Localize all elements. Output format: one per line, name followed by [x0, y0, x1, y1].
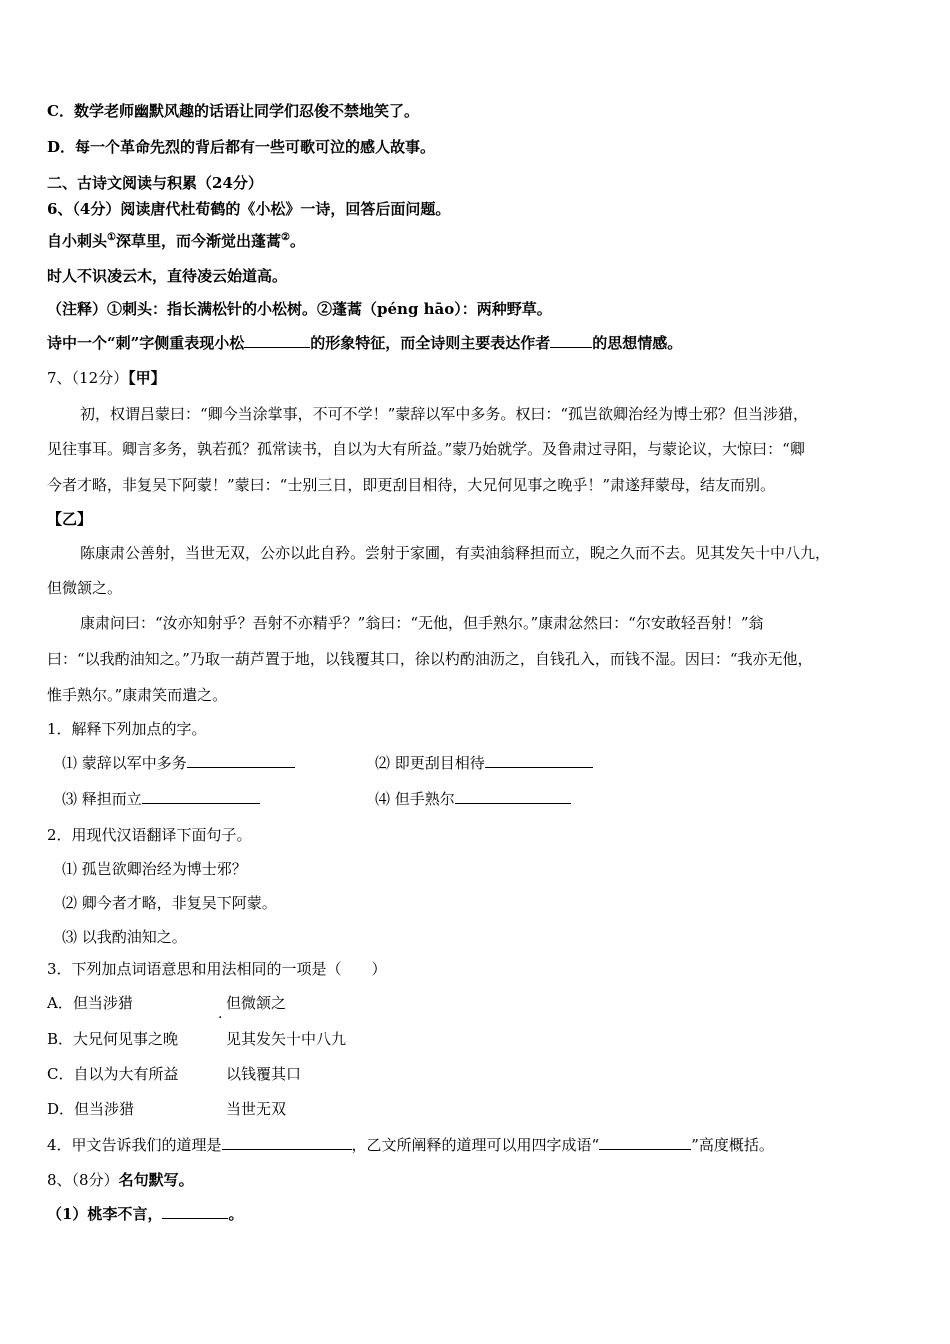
poem-line-2: 时人不识凌云木，直待凌云始道高。 [47, 267, 288, 285]
option-c: C．数学老师幽默风趣的话语让同学们忍俊不禁地笑了。 [47, 102, 419, 120]
question-8-score: 8、（8分） [47, 1171, 119, 1189]
question-7-score: 7、（12分） [47, 369, 129, 387]
poem-line-1 [47, 231, 305, 251]
choice-a-right: 但微颔之 [226, 994, 287, 1012]
subquestion-1-item-1 [62, 753, 295, 773]
choice-b-right: 见其发矢十中八九 [226, 1030, 347, 1048]
answer-blank[interactable] [222, 1135, 352, 1150]
answer-blank[interactable] [485, 753, 593, 768]
question-6-heading: 6、（4分）阅读唐代杜荀鹤的《小松》一诗，回答后面问题。 [47, 200, 451, 218]
passage-jia-line: 初，权谓吕蒙曰：“卿今当涂掌事，不可不学！”蒙辞以军中多务。权曰：“孤岂欲卿治经为博士邪？但当涉猎， [80, 405, 809, 423]
answer-blank[interactable] [550, 333, 592, 348]
choice-a-left: A．但当涉猎 [47, 994, 133, 1012]
text-label-jia: 【甲】 [128, 369, 166, 387]
answer-blank[interactable] [599, 1135, 691, 1150]
question-8-item-1 [47, 1204, 243, 1224]
item-end: 。 [228, 1205, 244, 1223]
passage-jia-line: 见往事耳。卿言多务，孰若孤？孤常读书，自以为大有所益。”蒙乃始就学。及鲁肃过寻阳，与蒙论议，大惊曰：“卿 [47, 440, 805, 458]
subquestion-2-item-1: ⑴ 孤岂欲卿治经为博士邪？ [62, 860, 247, 878]
choice-b-left: B．大兄何见事之晚 [47, 1030, 179, 1048]
footnote-marker-2: ② [281, 232, 290, 243]
choice-c-right: 以钱覆其口 [226, 1065, 302, 1083]
item-text: ⑵ 即更刮目相待 [375, 754, 485, 772]
subquestion-2: 2．用现代汉语翻译下面句子。 [47, 826, 252, 844]
emphasis-dot: . [218, 1006, 223, 1022]
subquestion-2-item-3: ⑶ 以我酌油知之。 [62, 928, 187, 946]
prompt-part-a: 诗中一个“刺”字侧重表现小松 [47, 334, 245, 352]
answer-blank[interactable] [455, 789, 571, 804]
subquestion-4 [47, 1135, 774, 1155]
prompt-part-b: 的形象特征，而全诗则主要表达作者 [310, 334, 551, 352]
subquestion-1: 1．解释下列加点的字。 [47, 720, 207, 738]
prompt-part-c: ”高度概括。 [691, 1136, 774, 1154]
prompt-part-a: 4．甲文告诉我们的道理是 [47, 1136, 222, 1154]
item-text: ⑷ 但手熟尔 [375, 790, 455, 808]
choice-d-right: 当世无双 [226, 1100, 287, 1118]
subquestion-3: 3．下列加点词语意思和用法相同的一项是（ ） [47, 960, 387, 978]
answer-blank[interactable] [142, 789, 260, 804]
answer-blank[interactable] [187, 753, 295, 768]
passage-yi-line: 但微颔之。 [47, 579, 123, 597]
item-text: （1）桃李不言， [47, 1205, 163, 1223]
passage-yi-line: 陈康肃公善射，当世无双，公亦以此自矜。尝射于家圃，有卖油翁释担而立，睨之久而不去。见其发矢十中八九， [80, 544, 831, 562]
prompt-part-c: 的思想情感。 [592, 334, 683, 352]
prompt-part-b: ，乙文所阐释的道理可以用四字成语“ [351, 1136, 600, 1154]
choice-c-left: C．自以为大有所益 [47, 1065, 179, 1083]
item-text: ⑶ 释担而立 [62, 790, 142, 808]
choice-d-left: D．但当涉猎 [47, 1100, 135, 1118]
item-text: ⑴ 蒙辞以军中多务 [62, 754, 187, 772]
subquestion-2-item-2: ⑵ 卿今者才略，非复吴下阿蒙。 [62, 894, 277, 912]
question-6-prompt [47, 333, 682, 353]
subquestion-1-item-4 [375, 789, 571, 809]
footnote-marker-1: ① [107, 232, 116, 243]
question-8-heading [47, 1170, 194, 1190]
subquestion-1-item-3 [62, 789, 260, 809]
answer-blank[interactable] [162, 1204, 228, 1219]
poem-line-1-part-c: 。 [289, 232, 305, 250]
question-8-title: 名句默写。 [118, 1171, 194, 1189]
answer-blank[interactable] [244, 333, 310, 348]
passage-yi-line: 康肃问曰：“汝亦知射乎？吾射不亦精乎？”翁曰：“无他，但手熟尔。”康肃忿然曰：“尔安敢轻吾射！”翁 [80, 614, 764, 632]
passage-yi-line: 曰：“以我酌油知之。”乃取一葫芦置于地，以钱覆其口，徐以杓酌油沥之，自钱孔入，而钱不湿。因曰：“我亦无他， [47, 650, 813, 668]
text-label-yi: 【乙】 [47, 510, 93, 528]
poem-line-1-part-a: 自小刺头 [47, 232, 108, 250]
passage-jia-line: 今者才略，非复吴下阿蒙！”蒙曰：“士别三日，即更刮目相待，大兄何见事之晚乎！”肃遂拜蒙母，结友而别。 [47, 476, 776, 494]
question-7-heading [47, 368, 166, 388]
poem-line-1-part-b: 深草里，而今渐觉出蓬蒿 [115, 232, 281, 250]
subquestion-1-item-2 [375, 753, 593, 773]
poem-note: （注释）①刺头：指长满松针的小松树。②蓬蒿（péng hāo）：两种野草。 [47, 300, 552, 318]
section-heading: 二、古诗文阅读与积累（24分） [47, 174, 263, 192]
option-d: D．每一个革命先烈的背后都有一些可歌可泣的感人故事。 [47, 138, 436, 156]
passage-yi-line: 惟手熟尔。”康肃笑而遣之。 [47, 686, 228, 704]
